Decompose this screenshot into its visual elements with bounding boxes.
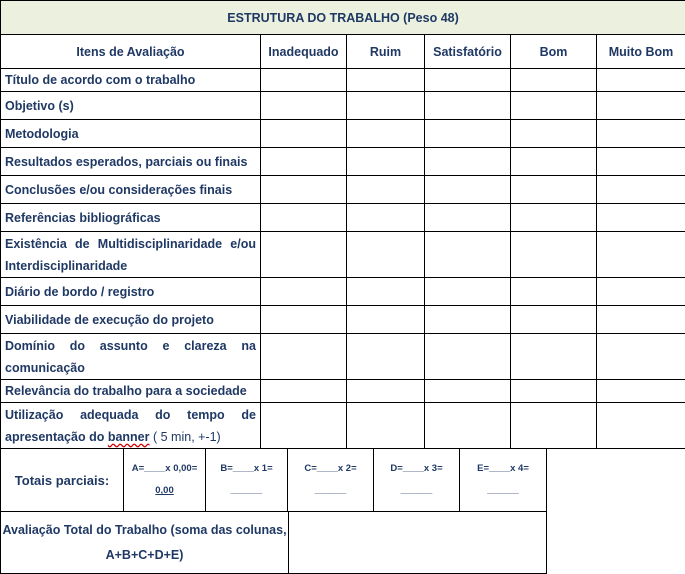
score-cell[interactable] xyxy=(425,278,511,306)
table-row xyxy=(1,403,685,449)
score-cell[interactable] xyxy=(347,278,425,306)
criterion-suffix: ( 5 min, +-1) xyxy=(149,429,221,444)
table-row xyxy=(1,176,685,204)
table-row xyxy=(1,92,685,120)
total-e-formula: E=____x 4= xyxy=(477,463,529,474)
score-cell[interactable] xyxy=(511,120,597,148)
total-e-result: ______ xyxy=(487,485,519,496)
score-cell[interactable] xyxy=(347,204,425,232)
table-row xyxy=(1,120,685,148)
table-row xyxy=(1,306,685,334)
header-inadequado: Inadequado xyxy=(261,35,347,69)
total-b-result: ______ xyxy=(230,485,263,496)
table-row xyxy=(1,69,685,92)
score-cell[interactable] xyxy=(425,120,511,148)
criterion-label: Diário de bordo / registro xyxy=(1,278,261,306)
criterion-label: Domínio do assunto e clareza na comunicação xyxy=(1,334,261,380)
score-cell[interactable] xyxy=(347,69,425,92)
totals-row xyxy=(1,449,547,512)
table-row xyxy=(1,232,685,278)
criterion-label xyxy=(1,403,261,449)
total-a-formula: A=____x 0,00= xyxy=(131,463,198,474)
score-cell[interactable] xyxy=(425,69,511,92)
score-cell[interactable] xyxy=(511,148,597,176)
table-row xyxy=(1,148,685,176)
header-satisfatorio: Satisfatório xyxy=(425,35,511,69)
score-cell[interactable] xyxy=(511,92,597,120)
score-cell[interactable] xyxy=(261,176,347,204)
table-row xyxy=(1,204,685,232)
table-row xyxy=(1,278,685,306)
final-label-line2: A+B+C+D+E) xyxy=(105,547,184,562)
header-items: Itens de Avaliação xyxy=(1,35,261,69)
totals-label: Totais parciais: xyxy=(1,449,124,512)
score-cell[interactable] xyxy=(597,120,685,148)
score-cell[interactable] xyxy=(261,334,347,380)
total-a[interactable] xyxy=(124,449,206,512)
total-a-result: 0,00 xyxy=(155,485,174,496)
total-c[interactable] xyxy=(288,449,374,512)
score-cell[interactable] xyxy=(597,278,685,306)
score-cell[interactable] xyxy=(425,232,511,278)
table-title: ESTRUTURA DO TRABALHO (Peso 48) xyxy=(1,1,685,35)
header-ruim: Ruim xyxy=(347,35,425,69)
score-cell[interactable] xyxy=(261,204,347,232)
score-cell[interactable] xyxy=(425,92,511,120)
score-cell[interactable] xyxy=(347,148,425,176)
score-cell[interactable] xyxy=(511,232,597,278)
score-cell[interactable] xyxy=(261,232,347,278)
criterion-label: Conclusões e/ou considerações finais xyxy=(1,176,261,204)
total-c-formula: C=____x 2= xyxy=(304,463,357,474)
table-row xyxy=(1,334,685,380)
score-cell[interactable] xyxy=(597,92,685,120)
final-table xyxy=(0,511,547,574)
banner-word: banner xyxy=(107,429,150,444)
score-cell[interactable] xyxy=(261,306,347,334)
score-cell[interactable] xyxy=(425,204,511,232)
score-cell[interactable] xyxy=(511,176,597,204)
score-cell[interactable] xyxy=(425,176,511,204)
score-cell[interactable] xyxy=(511,403,597,449)
score-cell[interactable] xyxy=(597,232,685,278)
total-d-result: ______ xyxy=(400,485,433,496)
header-bom: Bom xyxy=(511,35,597,69)
total-b[interactable] xyxy=(206,449,288,512)
score-cell[interactable] xyxy=(261,120,347,148)
score-cell[interactable] xyxy=(597,148,685,176)
score-cell[interactable] xyxy=(347,92,425,120)
score-cell[interactable] xyxy=(511,380,597,403)
score-cell[interactable] xyxy=(425,334,511,380)
criterion-label: Objetivo (s) xyxy=(1,92,261,120)
score-cell[interactable] xyxy=(597,380,685,403)
criterion-label: Referências bibliográficas xyxy=(1,204,261,232)
criterion-label: Existência de Multidisciplinaridade e/ou Interdisciplinaridade xyxy=(1,232,261,278)
criterion-label: Relevância do trabalho para a sociedade xyxy=(1,380,261,403)
score-cell[interactable] xyxy=(261,403,347,449)
score-cell[interactable] xyxy=(347,403,425,449)
total-c-result: ______ xyxy=(314,485,347,496)
score-cell[interactable] xyxy=(425,403,511,449)
score-cell[interactable] xyxy=(425,380,511,403)
score-cell[interactable] xyxy=(597,306,685,334)
score-cell[interactable] xyxy=(597,334,685,380)
score-cell[interactable] xyxy=(347,232,425,278)
score-cell[interactable] xyxy=(347,380,425,403)
score-cell[interactable] xyxy=(511,278,597,306)
score-cell[interactable] xyxy=(261,92,347,120)
score-cell[interactable] xyxy=(261,148,347,176)
table-row xyxy=(1,380,685,403)
score-cell[interactable] xyxy=(425,148,511,176)
score-cell[interactable] xyxy=(511,306,597,334)
score-cell[interactable] xyxy=(511,69,597,92)
criterion-label: Resultados esperados, parciais ou finais xyxy=(1,148,261,176)
total-e[interactable] xyxy=(460,449,547,512)
header-muito-bom: Muito Bom xyxy=(597,35,685,69)
criterion-text: Utilização adequada do tempo de apresentação do xyxy=(5,407,256,444)
final-label-line1: Avaliação Total do Trabalho (soma das colunas, xyxy=(2,522,287,537)
score-cell[interactable] xyxy=(511,334,597,380)
score-cell[interactable] xyxy=(597,204,685,232)
totals-table xyxy=(0,448,547,512)
criterion-label: Título de acordo com o trabalho xyxy=(1,69,261,92)
score-cell[interactable] xyxy=(425,306,511,334)
final-total-cell[interactable] xyxy=(289,512,547,574)
score-cell[interactable] xyxy=(261,69,347,92)
score-cell[interactable] xyxy=(511,204,597,232)
score-cell[interactable] xyxy=(597,69,685,92)
final-row xyxy=(1,512,547,574)
score-cell[interactable] xyxy=(597,403,685,449)
score-cell[interactable] xyxy=(347,334,425,380)
score-cell[interactable] xyxy=(347,176,425,204)
score-cell[interactable] xyxy=(597,176,685,204)
score-cell[interactable] xyxy=(347,306,425,334)
criterion-label: Metodologia xyxy=(1,120,261,148)
total-d[interactable] xyxy=(374,449,460,512)
criterion-label: Viabilidade de execução do projeto xyxy=(1,306,261,334)
total-b-formula: B=____x 1= xyxy=(220,463,273,474)
score-cell[interactable] xyxy=(347,120,425,148)
total-d-formula: D=____x 3= xyxy=(390,463,443,474)
final-label xyxy=(1,512,289,574)
score-cell[interactable] xyxy=(261,278,347,306)
score-cell[interactable] xyxy=(261,380,347,403)
